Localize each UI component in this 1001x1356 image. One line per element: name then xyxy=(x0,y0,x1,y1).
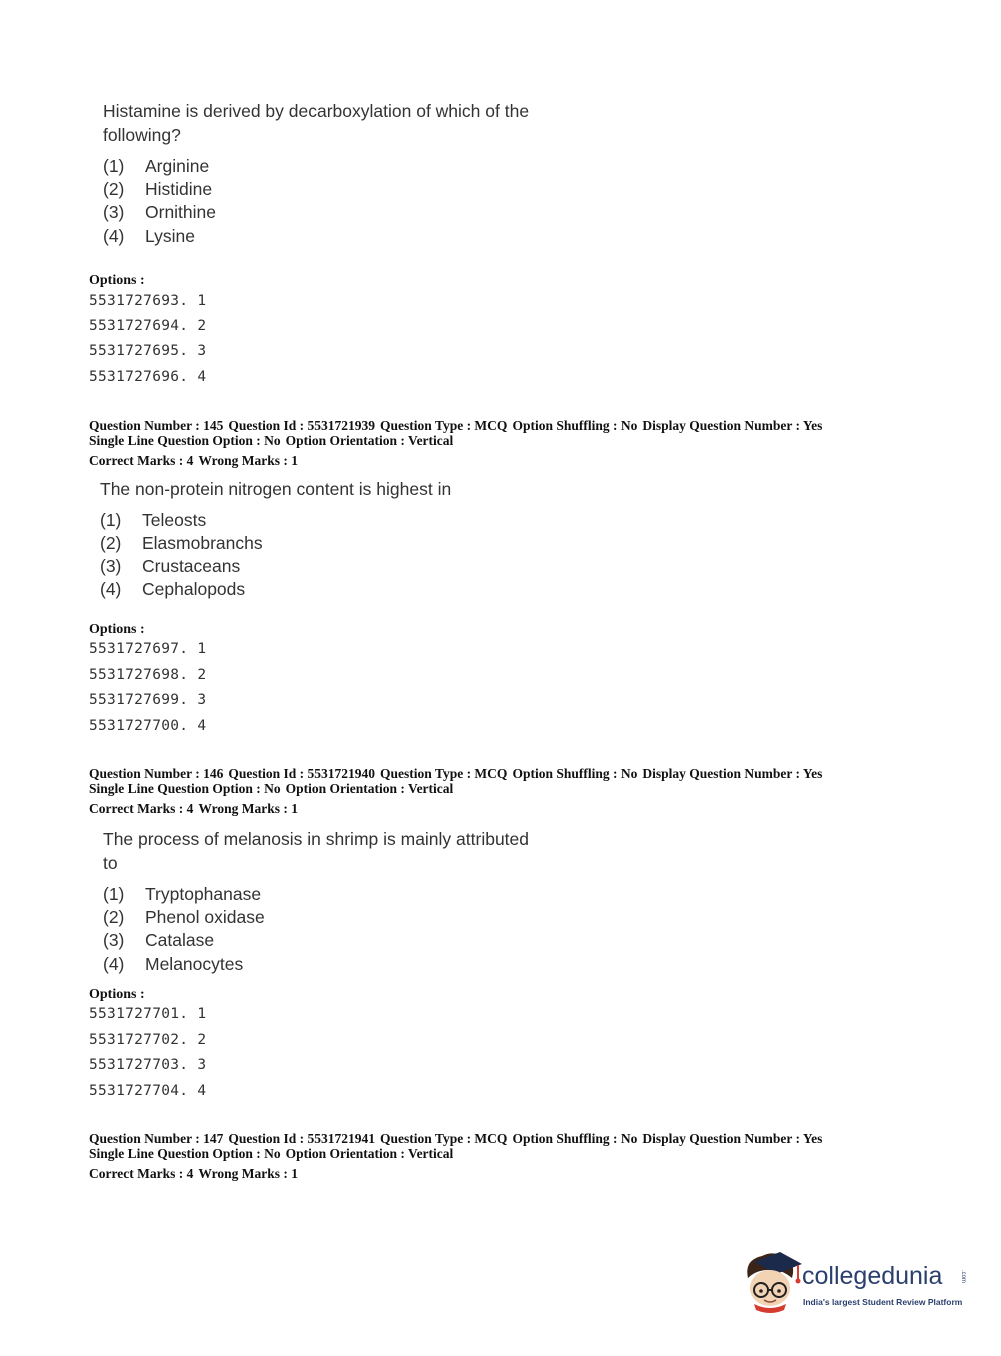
question-meta-line2: Single Line Question Option : No Option Orientation : Vertical xyxy=(89,433,454,448)
option-id: 5531727701. 1 xyxy=(89,1006,207,1022)
question-text-line: Histamine is derived by decarboxylation of which of the xyxy=(103,101,530,121)
question-text-line: following? xyxy=(103,125,181,145)
collegedunia-logo[interactable] xyxy=(740,1248,970,1318)
option-id: 5531727697. 1 xyxy=(89,641,207,657)
option-id: 5531727694. 2 xyxy=(89,318,207,334)
question-text-line: The process of melanosis in shrimp is mainly attributed xyxy=(103,829,530,849)
question-marks: Correct Marks : 4 Wrong Marks : 1 xyxy=(89,801,298,816)
options-label: Options : xyxy=(89,273,145,288)
question-meta-line1: Question Number : 145 Question Id : 5531721939 Question Type : MCQ Option Shuffling : No Display Question Number : Yes xyxy=(89,418,823,433)
question-meta-line1: Question Number : 146 Question Id : 5531721940 Question Type : MCQ Option Shuffling : No Display Question Number : Yes xyxy=(89,766,823,781)
options-label: Options : xyxy=(89,987,145,1002)
logo-wordmark: collegedunia xyxy=(802,1262,943,1290)
question-text-line: to xyxy=(103,853,118,873)
answer-choice: (2) Phenol oxidase xyxy=(103,907,265,927)
question-meta-line2: Single Line Question Option : No Option Orientation : Vertical xyxy=(89,1146,454,1161)
question-text-line: The non-protein nitrogen content is highest in xyxy=(100,479,452,499)
option-id: 5531727693. 1 xyxy=(89,293,207,309)
answer-choice: (2) Elasmobranchs xyxy=(100,533,263,553)
answer-choice: (1) Tryptophanase xyxy=(103,884,262,904)
logo-suffix: .com xyxy=(960,1270,966,1284)
option-id: 5531727695. 3 xyxy=(89,343,207,359)
option-id: 5531727703. 3 xyxy=(89,1057,207,1073)
answer-choice: (3) Crustaceans xyxy=(100,556,241,576)
option-id: 5531727696. 4 xyxy=(89,369,207,385)
answer-choice: (1) Teleosts xyxy=(100,510,207,530)
answer-choice: (3) Catalase xyxy=(103,930,215,950)
student-mascot-icon xyxy=(740,1248,802,1318)
question-meta-line1: Question Number : 147 Question Id : 5531721941 Question Type : MCQ Option Shuffling : No Display Question Number : Yes xyxy=(89,1131,823,1146)
option-id: 5531727702. 2 xyxy=(89,1032,207,1048)
question-marks: Correct Marks : 4 Wrong Marks : 1 xyxy=(89,1166,298,1181)
logo-tagline: India's largest Student Review Platform xyxy=(803,1297,963,1307)
question-meta-line2: Single Line Question Option : No Option Orientation : Vertical xyxy=(89,781,454,796)
answer-choice: (4) Lysine xyxy=(103,226,195,246)
answer-choice: (3) Ornithine xyxy=(103,202,217,222)
option-id: 5531727704. 4 xyxy=(89,1083,207,1099)
option-id: 5531727699. 3 xyxy=(89,692,207,708)
options-label: Options : xyxy=(89,622,145,637)
answer-choice: (4) Melanocytes xyxy=(103,954,244,974)
question-marks: Correct Marks : 4 Wrong Marks : 1 xyxy=(89,453,298,468)
answer-choice: (4) Cephalopods xyxy=(100,579,246,599)
option-id: 5531727698. 2 xyxy=(89,667,207,683)
answer-choice: (1) Arginine xyxy=(103,156,210,176)
option-id: 5531727700. 4 xyxy=(89,718,207,734)
answer-choice: (2) Histidine xyxy=(103,179,213,199)
